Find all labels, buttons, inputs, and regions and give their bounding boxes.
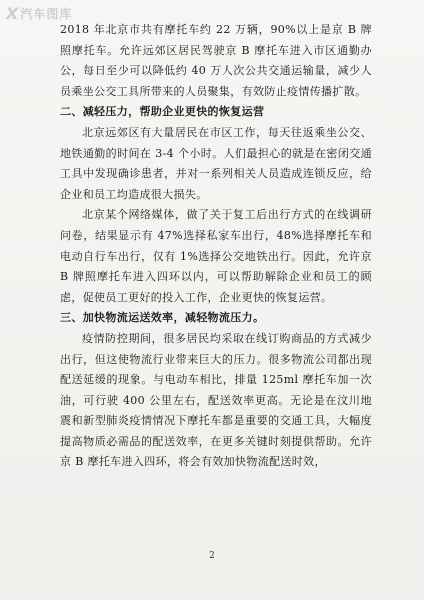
section-heading: 二、减轻压力，帮助企业更快的恢复运营 [60,105,265,119]
watermark-mark: X [6,4,18,23]
section-heading: 三、加快物流运送效率，减轻物流压力。 [60,311,265,325]
page-number: 2 [209,551,215,561]
paragraph: 疫情防控期间，很多居民均采取在线订购商品的方式减少出行，但这使物流行业带来巨大的压力。很多物流公司都出现配送延缓的现象。与电动车相比，排量 125ml 摩托车加一次油，可行驶 400 公里左右，配送效率更高。无论是在汶川地震和新型肺炎疫情情况下摩托车都是重要的交通工具，大幅度提高物质必需品的配送效率，在更多关键时刻提供帮助。允许京 B 摩托车进入四环，将会有效加快物流配送时效， [60,331,372,469]
paragraph: 北京某个网络媒体，做了关于复工后出行方式的在线调研问卷，结果显示有 47%选择私家车出行，48%选择摩托车和电动自行车出行，仅有 1%选择公交地铁出行。因此，允许京 B 牌照摩托车进入四环以内，可以帮助解除企业和员工的顾虑，促使员工更好的投入工作，企业更快的恢复运营。 [60,208,372,304]
paragraph: 北京远郊区有大量居民在市区工作，每天往返乘坐公交、地铁通勤的时间在 3-4 个小时。人们最担心的就是在密闭交通工具中发现确诊患者，并对一系列相关人员造成连锁反应，给企业和员工均造成很大损失。 [60,125,372,201]
document-body [60,20,372,473]
watermark-text: 汽车图库 [20,7,73,21]
paragraph: 2018 年北京市共有摩托车约 22 万辆，90%以上是京 B 牌照摩托车。允许远郊区居民驾驶京 B 摩托车进入市区通勤办公，每日至少可以降低约 40 万人次公共交通运输量，减少人员乘坐公交工具所带来的人员聚集，有效防止疫情传播扩散。 [60,23,372,98]
